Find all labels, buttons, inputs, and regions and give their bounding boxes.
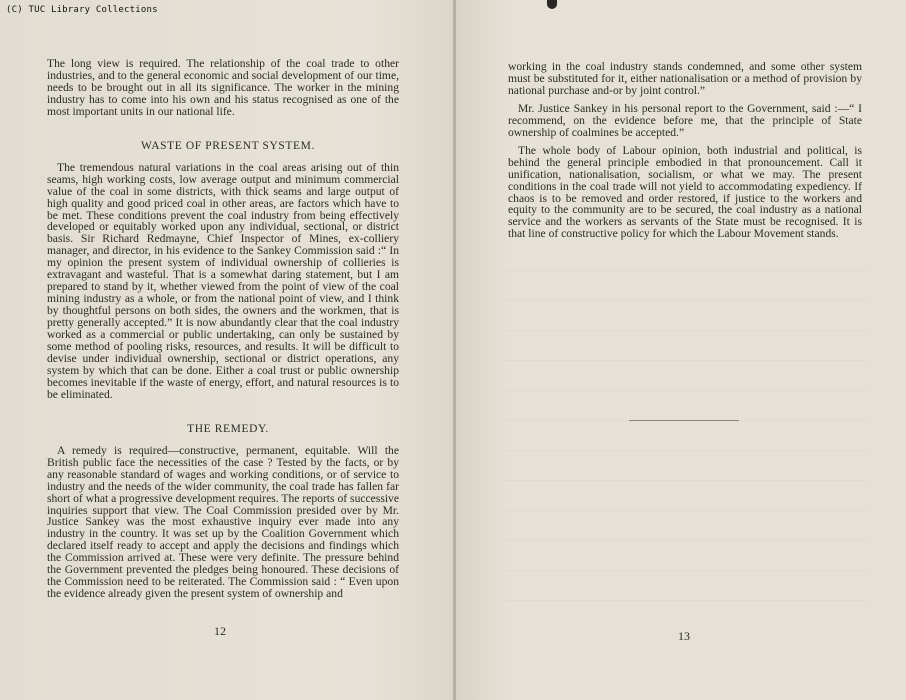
collection-watermark: (C) TUC Library Collections <box>6 5 158 15</box>
continuation-paragraph: working in the coal industry stands condemned, and some other system must be substituted for it, either nationalisation or a method of provision by national purchase and-or by joint control.” <box>508 60 862 97</box>
sankey-paragraph: Mr. Justice Sankey in his personal report to the Government, said :—“ I recommend, on the evidence before me, that the principle of State ownership of coalmines be accepted.” <box>508 101 862 139</box>
page-number-left: 12 <box>214 624 226 638</box>
remedy-heading: THE REMEDY. <box>187 422 269 435</box>
waste-paragraph: The tremendous natural variations in the coal areas arising out of thin seams, high working costs, low average output and minimum commercial value of the coal in some districts, with thick seams and large output of high quality and good priced coal in other areas, are factors which have to be met. These conditions prevent the coal industry from being effectively developed or equitably worked upon any individual, sectional, or district basis. Sir Richard Redmayne, Chief Inspector of Mines, ex-colliery manager, and director, in his evidence to the Sankey Commission said :“ In my opinion the present system of individual ownership of collieries is extravagant and wasteful. That is a somewhat daring statement, but I am prepared to stand by it, whether viewed from the point of view of the coal mining industry as a whole, or from the national point of view, and I think by thoughtful persons on both sides, the owners and the workmen, that is pretty generally accepted.” It is now abundantly clear that the coal industry worked as a commercial or public undertaking, can only be sustained by some method of pooling risks, resources, and results. It will be difficult to devise under individual ownership, sectional or district operations, any system by which that can be done. Either a coal trust or public ownership becomes inevitable if the waste of energy, effort, and natural resources is to be eliminated. <box>47 160 399 401</box>
end-rule <box>629 420 739 421</box>
remedy-paragraph: A remedy is required—constructive, permanent, equitable. Will the British public face the necessities of the case ? Tested by the facts, or by any reasonable standard of wages and working conditions, or of service to industry and the needs of the wider community, the coal trade has fallen far short of what a progressive development requires. The reports of successive inquiries support that view. The Coal Commission presided over by Mr. Justice Sankey was the most exhaustive inquiry ever made into any industry in the country. It was set up by the Coalition Government which declared itself ready to accept and apply the decisions and findings which the Commission arrived at. These were very definite. The pressure behind the Government prevented the pledges being honoured. These decisions of the Commission need to be reiterated. The Commission said : “ Even upon the evidence already given the present system of ownership and <box>47 443 399 601</box>
waste-heading: WASTE OF PRESENT SYSTEM. <box>141 139 315 152</box>
intro-paragraph: The long view is required. The relationship of the coal trade to other industries, and to the general economic and social development of our time, needs to be brought out in all its significance. The worker in the mining industry has to come into his own and his status recognised as one of the most important units in our national life. <box>47 57 399 118</box>
page-number-right: 13 <box>678 629 690 643</box>
right-page-text <box>508 61 862 240</box>
labour-paragraph: The whole body of Labour opinion, both industrial and political, is behind the general principle embodied in that pronouncement. Call it unification, nationalisation, socialism, or what we may. The present conditions in the coal trade will not yield to accommodating expediency. If chaos is to be removed and order restored, if justice to the workers and equity to the community are to be secured, the coal industry as a national service and the workers as servants of the State must be recognised. It is that line of constructive policy for which the Labour Movement stands. <box>508 143 862 241</box>
left-page-text <box>47 58 399 600</box>
show-through-table <box>505 270 865 615</box>
